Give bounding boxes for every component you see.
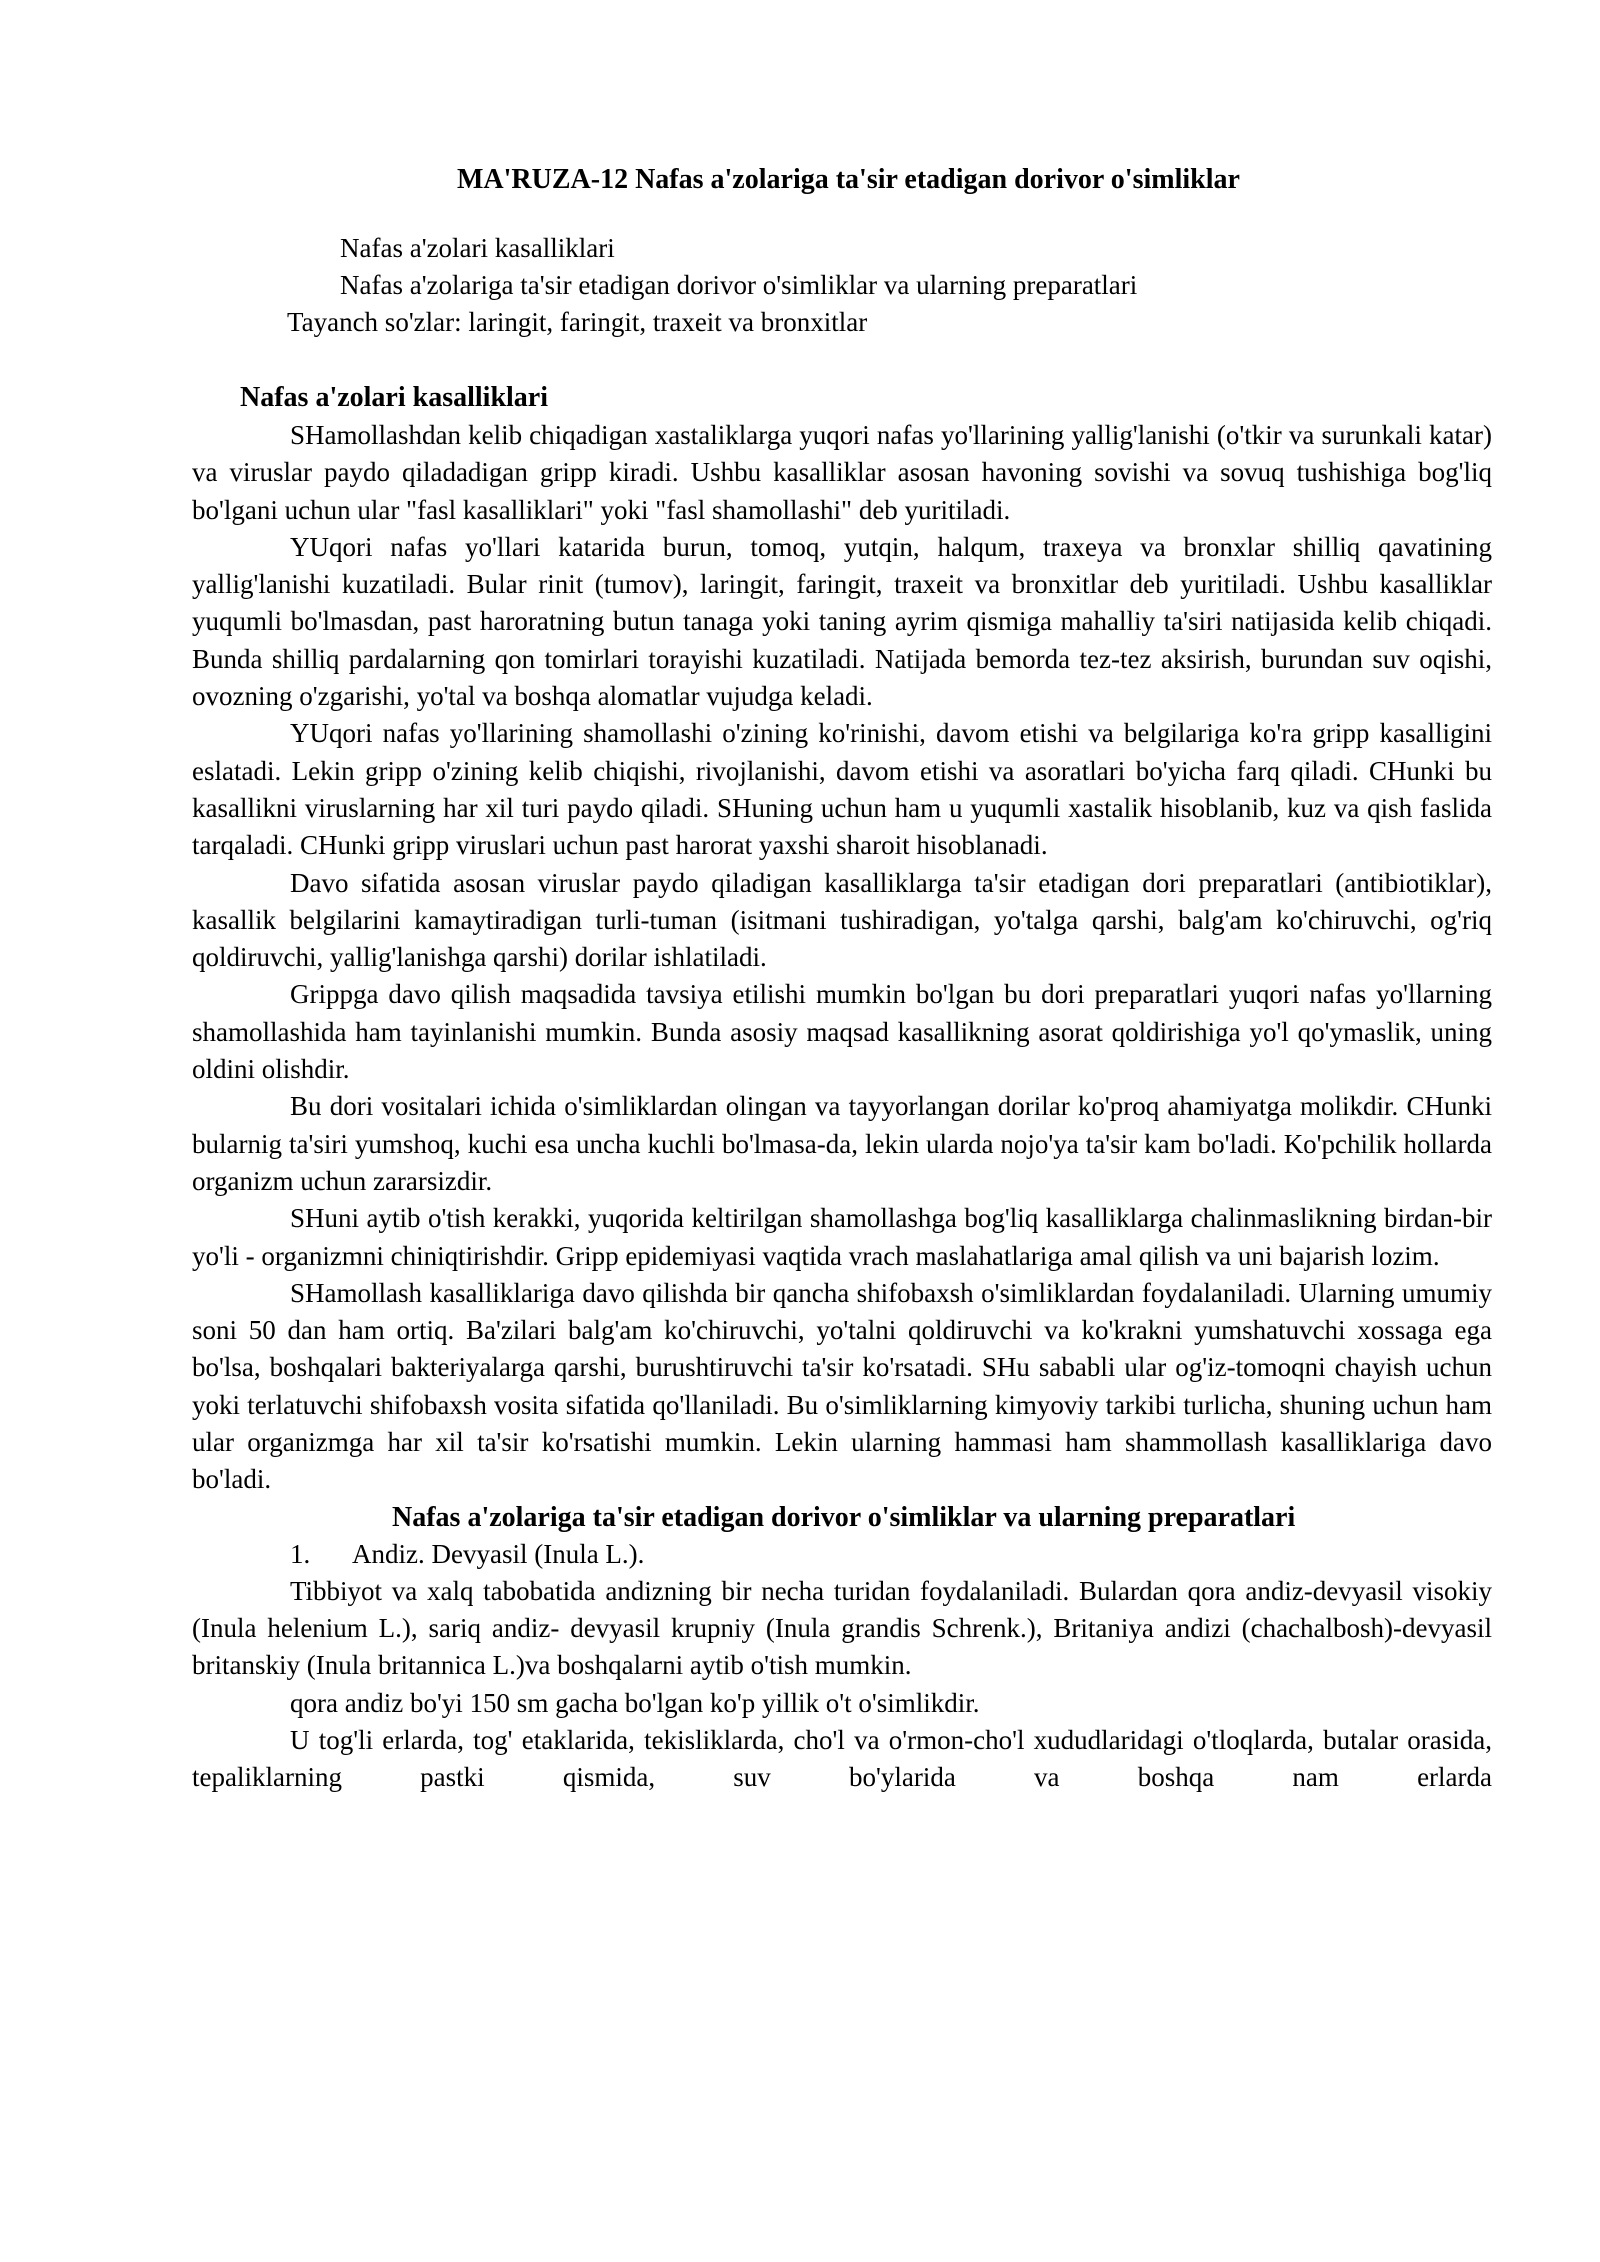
paragraph: Bu dori vositalari ichida o'simliklardan olingan va tayyorlangan dorilar ko'proq ahamiyatga molikdir. CHunki bularnig ta'siri yumshoq, kuchi esa uncha kuchli bo'lmasa-da, lekin ularda nojo'ya ta'sir kam bo'ladi. Ko'pchilik hollarda organizm uchun zararsizdir.	[192, 1091, 1492, 1196]
plan-item: Nafas a'zolari kasalliklari	[340, 233, 615, 263]
list-item	[192, 1536, 1492, 1573]
paragraph: YUqori nafas yo'llarining shamollashi o'zining ko'rinishi, davom etishi va belgilariga ko'ra gripp kasalligini eslatadi. Lekin gripp o'zining kelib chiqishi, rivojlanishi, davom etishi va asoratlari bo'yicha farq qiladi. CHunki bu kasallikni viruslarning har xil turi paydo qiladi. SHuning uchun ham u yuqumli xastalik hisoblanib, kuz va qish faslida tarqaladi. CHunki gripp viruslari uchun past harorat yaxshi sharoit hisoblanadi.	[192, 718, 1492, 861]
lecture-plan	[192, 230, 1492, 341]
paragraph: SHuni aytib o'tish kerakki, yuqorida keltirilgan shamollashga bog'liq kasalliklarga chalinmaslikning birdan-bir yo'li - organizmni chiniqtirishdir. Gripp epidemiyasi vaqtida vrach maslahatlariga amal qilish va uni bajarish lozim.	[192, 1203, 1492, 1271]
document-title: MA'RUZA-12 Nafas a'zolariga ta'sir etadigan dorivor o'simliklar	[457, 164, 1240, 195]
section-heading: Nafas a'zolari kasalliklari	[240, 382, 548, 413]
list-item-text: Andiz. Devyasil (Inula L.).	[352, 1538, 645, 1569]
section-heading: Nafas a'zolariga ta'sir etadigan dorivor o'simliklar va ularning preparatlari	[392, 1501, 1296, 1533]
paragraph: qora andiz bo'yi 150 sm gacha bo'lgan ko'p yillik o't o'simlikdir.	[290, 1687, 980, 1718]
paragraph: Grippga davo qilish maqsadida tavsiya etilishi mumkin bo'lgan bu dori preparatlari yuqori nafas yo'llarning shamollashida ham tayinlanishi mumkin. Bunda asosiy maqsad kasallikning asorat qoldirishiga yo'l qo'ymaslik, uning oldini olishdir.	[192, 979, 1492, 1085]
paragraph: Davo sifatida asosan viruslar paydo qiladigan kasalliklarga ta'sir etadigan dori preparatlari (antibiotiklar), kasallik belgilarini kamaytiradigan turli-tuman (isitmani tushiradigan, yo'talga qarshi, balg'am ko'chiruvchi, og'riq qoldiruvchi, yallig'lanishga qarshi) dorilar ishlatiladi.	[192, 867, 1492, 973]
paragraph: YUqori nafas yo'llari katarida burun, tomoq, yutqin, halqum, traxeya va bronxlar shilliq qavatining yallig'lanishi kuzatiladi. Bular rinit (tumov), laringit, faringit, traxeit va bronxitlar deb yuritiladi. Ushbu kasalliklar yuqumli bo'lmasdan, past haroratning butun tanaga yoki taning ayrim qismiga mahalliy ta'siri natijasida kelib chiqadi. Bunda shilliq pardalarning qon tomirlari torayishi kuzatiladi. Natijada bemorda tez-tez aksirish, burundan suv oqishi, ovozning o'zgarishi, yo'tal va boshqa alomatlar vujudga keladi.	[192, 531, 1492, 712]
keywords-line: Tayanch so'zlar: laringit, faringit, traxeit va bronxitlar	[287, 307, 868, 337]
paragraph: Tibbiyot va xalq tabobatida andizning bir necha turidan foydalaniladi. Bulardan qora andiz-devyasil visokiy (Inula helenium L.), sariq andiz- devyasil krupniy (Inula grandis Schrenk.), Britaniya andizi (chachalbosh)-devyasil britanskiy (Inula britannica L.)va boshqalarni aytib o'tish mumkin.	[192, 1575, 1492, 1681]
plan-item: Nafas a'zolariga ta'sir etadigan dorivor o'simliklar va ularning preparatlari	[340, 270, 1138, 300]
paragraph: U tog'li erlarda, tog' etaklarida, tekisliklarda, cho'l va o'rmon-cho'l xududlaridagi o'tloqlarda, butalar orasida, tepaliklarning pastki qismida, suv bo'ylarida va boshqa nam erlarda	[192, 1724, 1492, 1793]
list-item-number: 1.	[290, 1538, 311, 1569]
paragraph: SHamollashdan kelib chiqadigan xastaliklarga yuqori nafas yo'llarining yallig'lanishi (o'tkir va surunkali katar) va viruslar paydo qiladadigan gripp kiradi. Ushbu kasalliklar asosan havoning sovishi va sovuq tushishiga bog'liq bo'lgani uchun ular "fasl kasalliklari" yoki "fasl shamollashi" deb yuritiladi.	[192, 420, 1492, 525]
paragraph: SHamollash kasalliklariga davo qilishda bir qancha shifobaxsh o'simliklardan foydalaniladi. Ularning umumiy soni 50 dan ham ortiq. Ba'zilari balg'am ko'chiruvchi, yo'talni qoldiruvchi va ko'krakni yumshatuvchi xossaga ega bo'lsa, boshqalari bakteriyalarga qarshi, burushtiruvchi ta'sir ko'rsatadi. SHu sababli ular og'iz-tomoqni chayish uchun yoki terlatuvchi shifobaxsh vosita sifatida qo'llaniladi. Bu o'simliklarning kimyoviy tarkibi turlicha, shuning uchun ham ular organizmga har xil ta'sir ko'rsatishi mumkin. Lekin ularning hammasi ham shammollash kasalliklariga davo bo'ladi.	[192, 1277, 1492, 1495]
page-content	[192, 160, 1492, 1796]
